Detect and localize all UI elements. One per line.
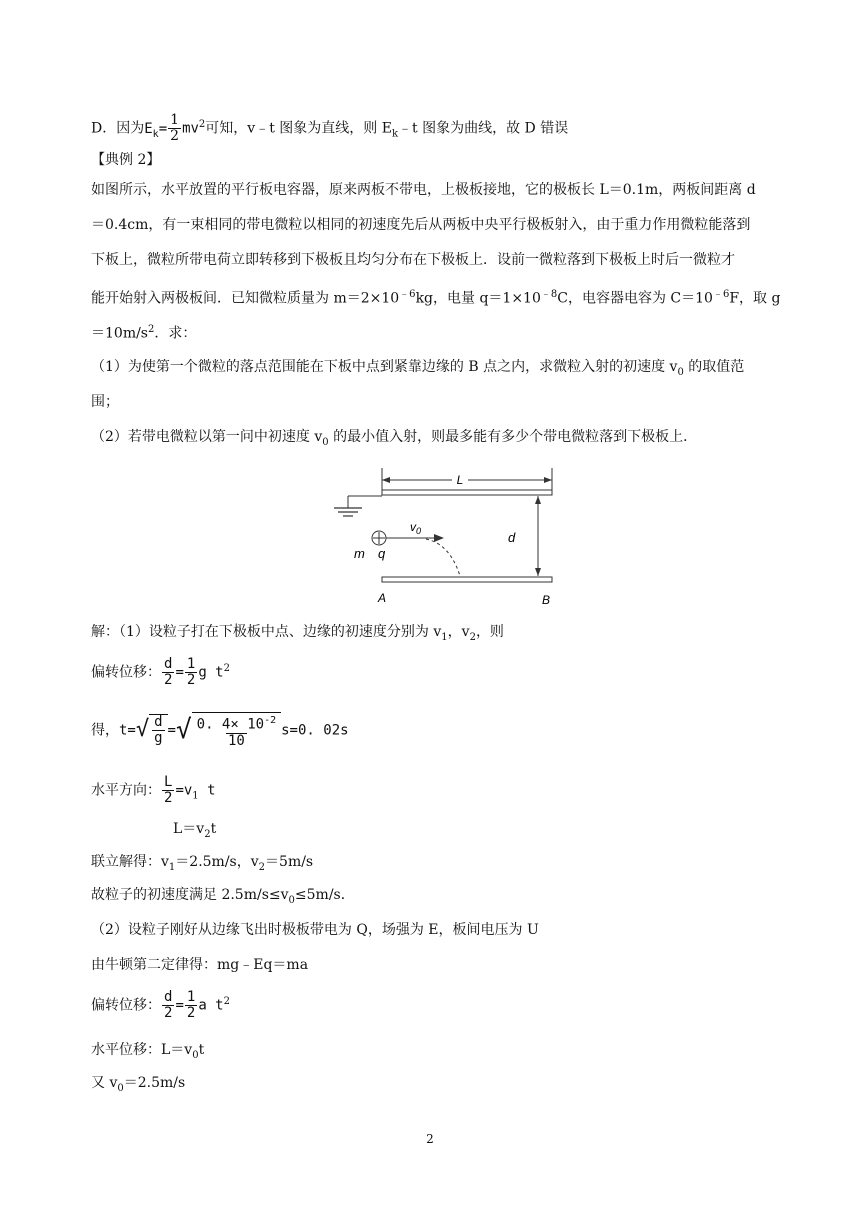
q2-sub: 0 bbox=[322, 436, 329, 448]
d-arrow-bottom bbox=[535, 568, 541, 576]
s1-sub-2: 2 bbox=[469, 631, 476, 643]
d-over-2-fraction bbox=[162, 990, 174, 1021]
problem-line-2: ＝0.4cm，有一束相同的带电微粒以相同的初速度先后从两板中央平行极板射入，由于重力作用微粒能落到 bbox=[91, 217, 751, 233]
s10-label: 偏转位移： bbox=[91, 997, 161, 1014]
solution-line-7 bbox=[91, 885, 355, 911]
half-fraction bbox=[185, 657, 197, 688]
l-arrow-left bbox=[382, 477, 390, 483]
s5-sub: 2 bbox=[204, 828, 211, 840]
p4-part-a: 能开始射入两极板间．已知微粒质量为 m＝2×10 bbox=[91, 290, 400, 307]
question-1-line-2: 围； bbox=[91, 394, 119, 410]
solution-line-10 bbox=[91, 990, 230, 1021]
velocity-arrowhead bbox=[434, 534, 444, 542]
s6-sub-2: 2 bbox=[258, 861, 266, 873]
problem-line-4 bbox=[91, 285, 780, 309]
solution-line-1 bbox=[91, 622, 504, 648]
frac-den: 10 bbox=[227, 732, 245, 749]
p4-part-c: C，电容器电容为 C＝10 bbox=[557, 290, 713, 307]
label-q: q bbox=[378, 546, 386, 561]
q2-part-a: （2）若带电微粒以第一问中初速度 v bbox=[91, 429, 323, 445]
label-v: v bbox=[410, 520, 416, 534]
p4-part-b: kg，电量 q＝1×10 bbox=[415, 290, 541, 307]
frac-num: d bbox=[154, 714, 163, 731]
frac-den: g bbox=[154, 730, 163, 747]
solution-line-11 bbox=[91, 1040, 204, 1066]
ek-e: E bbox=[144, 120, 153, 137]
frac-num: 1 bbox=[186, 989, 196, 1005]
p4-part-d: F，取 g bbox=[729, 290, 781, 307]
half-fraction bbox=[185, 990, 197, 1021]
frac-den: 2 bbox=[164, 790, 173, 806]
solution-line-6 bbox=[91, 852, 313, 878]
mv-sup: 2 bbox=[198, 118, 206, 130]
s7-part-a: 故粒子的初速度满足 2.5m/s≤v bbox=[91, 887, 289, 903]
q2-part-b: 的最小值入射，则最多能有多少个带电微粒落到下极板上． bbox=[328, 429, 698, 445]
ek-symbol bbox=[144, 120, 168, 140]
eq-sign: = bbox=[175, 664, 184, 681]
trajectory-path bbox=[426, 539, 460, 576]
eq-sign: = bbox=[158, 120, 168, 137]
eq-sign: = bbox=[167, 722, 176, 739]
s12-part-b: ＝2.5m/s bbox=[123, 1075, 186, 1091]
bottom-plate bbox=[382, 577, 552, 582]
label-d: d bbox=[508, 530, 516, 545]
t-result: s=0. 02s bbox=[281, 722, 349, 739]
s6-part-a: 联立解得：v bbox=[91, 854, 169, 870]
d-option-line bbox=[91, 113, 568, 144]
sqrt-sign: √ bbox=[135, 717, 150, 743]
problem-line-1: 如图所示，水平放置的平行板电容器，原来两板不带电，上极板接地，它的极板长 L＝0.1m，两板间距离 d bbox=[91, 182, 756, 198]
problem-line-5 bbox=[91, 320, 196, 344]
p4-sup-2: ﹣8 bbox=[540, 289, 558, 300]
p5-sup: 2 bbox=[148, 324, 155, 335]
example-title: 【典例 2】 bbox=[91, 152, 161, 168]
half-fraction bbox=[168, 113, 181, 144]
gt-sup: 2 bbox=[223, 662, 230, 674]
s5-part-b: t bbox=[210, 821, 217, 837]
d-arrow-top bbox=[535, 496, 541, 504]
problem-line-3: 下板上，微粒所带电荷立即转移到下极板且均匀分布在下极板上．设前一微粒落到下极板上时后一微粒才 bbox=[91, 252, 735, 268]
s1-part-b: ，v bbox=[447, 624, 470, 640]
frac-den: 2 bbox=[164, 1005, 173, 1021]
page-number: 2 bbox=[426, 1132, 434, 1146]
frac-num: L bbox=[164, 774, 173, 790]
top-plate bbox=[382, 490, 552, 495]
question-1-line-1 bbox=[91, 357, 744, 383]
s4-label: 水平方向： bbox=[91, 782, 161, 799]
d-option-post: 可知，v﹣t 图象为直线，则 E bbox=[205, 120, 392, 137]
sqrt-d-over-g bbox=[136, 714, 168, 746]
s1-sub-1: 1 bbox=[441, 631, 448, 643]
s1-part-c: ，则 bbox=[475, 624, 504, 640]
at-sup: 2 bbox=[223, 995, 230, 1007]
s5-part-a: L＝v bbox=[173, 821, 205, 837]
v1-sub: 1 bbox=[192, 790, 199, 802]
frac-num: d bbox=[164, 656, 173, 672]
label-A: A bbox=[378, 591, 387, 605]
gt-text: g t bbox=[198, 664, 224, 681]
label-B: B bbox=[542, 593, 551, 607]
p4-sup-3: ﹣6 bbox=[712, 289, 730, 300]
s11-part-b: t bbox=[198, 1042, 205, 1058]
q1-part-a: （1）为使第一个微粒的落点范围能在下板中点到紧靠边缘的 B 点之内，求微粒入射的初速度 v bbox=[91, 359, 678, 375]
sqrt-numeric bbox=[176, 712, 281, 749]
solution-line-8: （2）设粒子刚好从边缘飞出时极板带电为 Q，场强为 E，板间电压为 U bbox=[91, 922, 539, 938]
s1-part-a: 解：（1）设粒子打在下极板中点、边缘的初速度分别为 v bbox=[91, 624, 442, 640]
q1-part-b: 的取值范 bbox=[683, 359, 745, 375]
v1-eq: =v bbox=[175, 782, 193, 799]
l-arrow-right bbox=[544, 477, 552, 483]
t-text: t bbox=[198, 782, 216, 799]
s12-sub: 0 bbox=[117, 1082, 124, 1094]
frac-num: d bbox=[164, 989, 173, 1005]
solution-line-3 bbox=[91, 712, 349, 749]
mv-text: mv bbox=[182, 120, 199, 137]
p5-part-b: ．求： bbox=[154, 325, 197, 342]
eq-sign: = bbox=[175, 997, 184, 1014]
d-option-end: ﹣t 图象为曲线，故 D 错误 bbox=[398, 120, 569, 137]
s12-part-a: 又 v bbox=[91, 1075, 118, 1091]
p5-part-a: ＝10m/s bbox=[91, 325, 148, 342]
label-v-sub: 0 bbox=[416, 526, 422, 536]
frac-den: 2 bbox=[164, 672, 173, 688]
solution-line-12 bbox=[91, 1073, 185, 1099]
s11-part-a: 水平位移：L＝v bbox=[91, 1042, 193, 1058]
s2-label: 偏转位移： bbox=[91, 664, 161, 681]
frac-num: 1 bbox=[170, 112, 180, 128]
frac-num: 1 bbox=[186, 656, 196, 672]
ek-sub: k bbox=[152, 128, 159, 140]
s3-label: 得， bbox=[91, 722, 119, 739]
solution-line-2 bbox=[91, 657, 230, 688]
solution-line-9: 由牛顿第二定律得：mg﹣Eq＝ma bbox=[91, 957, 309, 973]
d-over-2-fraction bbox=[162, 657, 174, 688]
s7-sub: 0 bbox=[288, 894, 295, 906]
num-sup: -2 bbox=[264, 715, 277, 726]
p4-sup-1: ﹣6 bbox=[399, 289, 416, 300]
frac-den: 2 bbox=[186, 672, 196, 688]
d-option-text: D．因为 bbox=[91, 120, 145, 137]
capacitor-diagram bbox=[320, 462, 580, 612]
frac-num bbox=[195, 713, 278, 733]
sqrt-sign-2: √ bbox=[175, 715, 192, 746]
s6-sub-1: 1 bbox=[168, 861, 176, 873]
at-text: a t bbox=[198, 997, 224, 1014]
ek-sub2: k bbox=[391, 128, 399, 140]
s7-part-b: ≤5m/s． bbox=[294, 887, 355, 903]
s11-sub: 0 bbox=[192, 1049, 199, 1061]
t-eq: t= bbox=[119, 722, 136, 739]
label-v0 bbox=[410, 520, 421, 536]
s6-part-b: ＝2.5m/s，v bbox=[175, 854, 259, 870]
label-L: L bbox=[456, 473, 464, 487]
question-2-line bbox=[91, 427, 697, 453]
solution-line-4 bbox=[91, 775, 216, 806]
s6-part-c: ＝5m/s bbox=[265, 854, 314, 870]
num-value: 0. 4× 10 bbox=[196, 716, 265, 733]
q1-sub: 0 bbox=[677, 366, 684, 378]
label-m: m bbox=[354, 546, 365, 561]
solution-line-5 bbox=[173, 819, 216, 845]
l-over-2-fraction bbox=[162, 775, 174, 806]
frac-den: 2 bbox=[186, 1005, 196, 1021]
frac-den: 2 bbox=[170, 128, 180, 144]
